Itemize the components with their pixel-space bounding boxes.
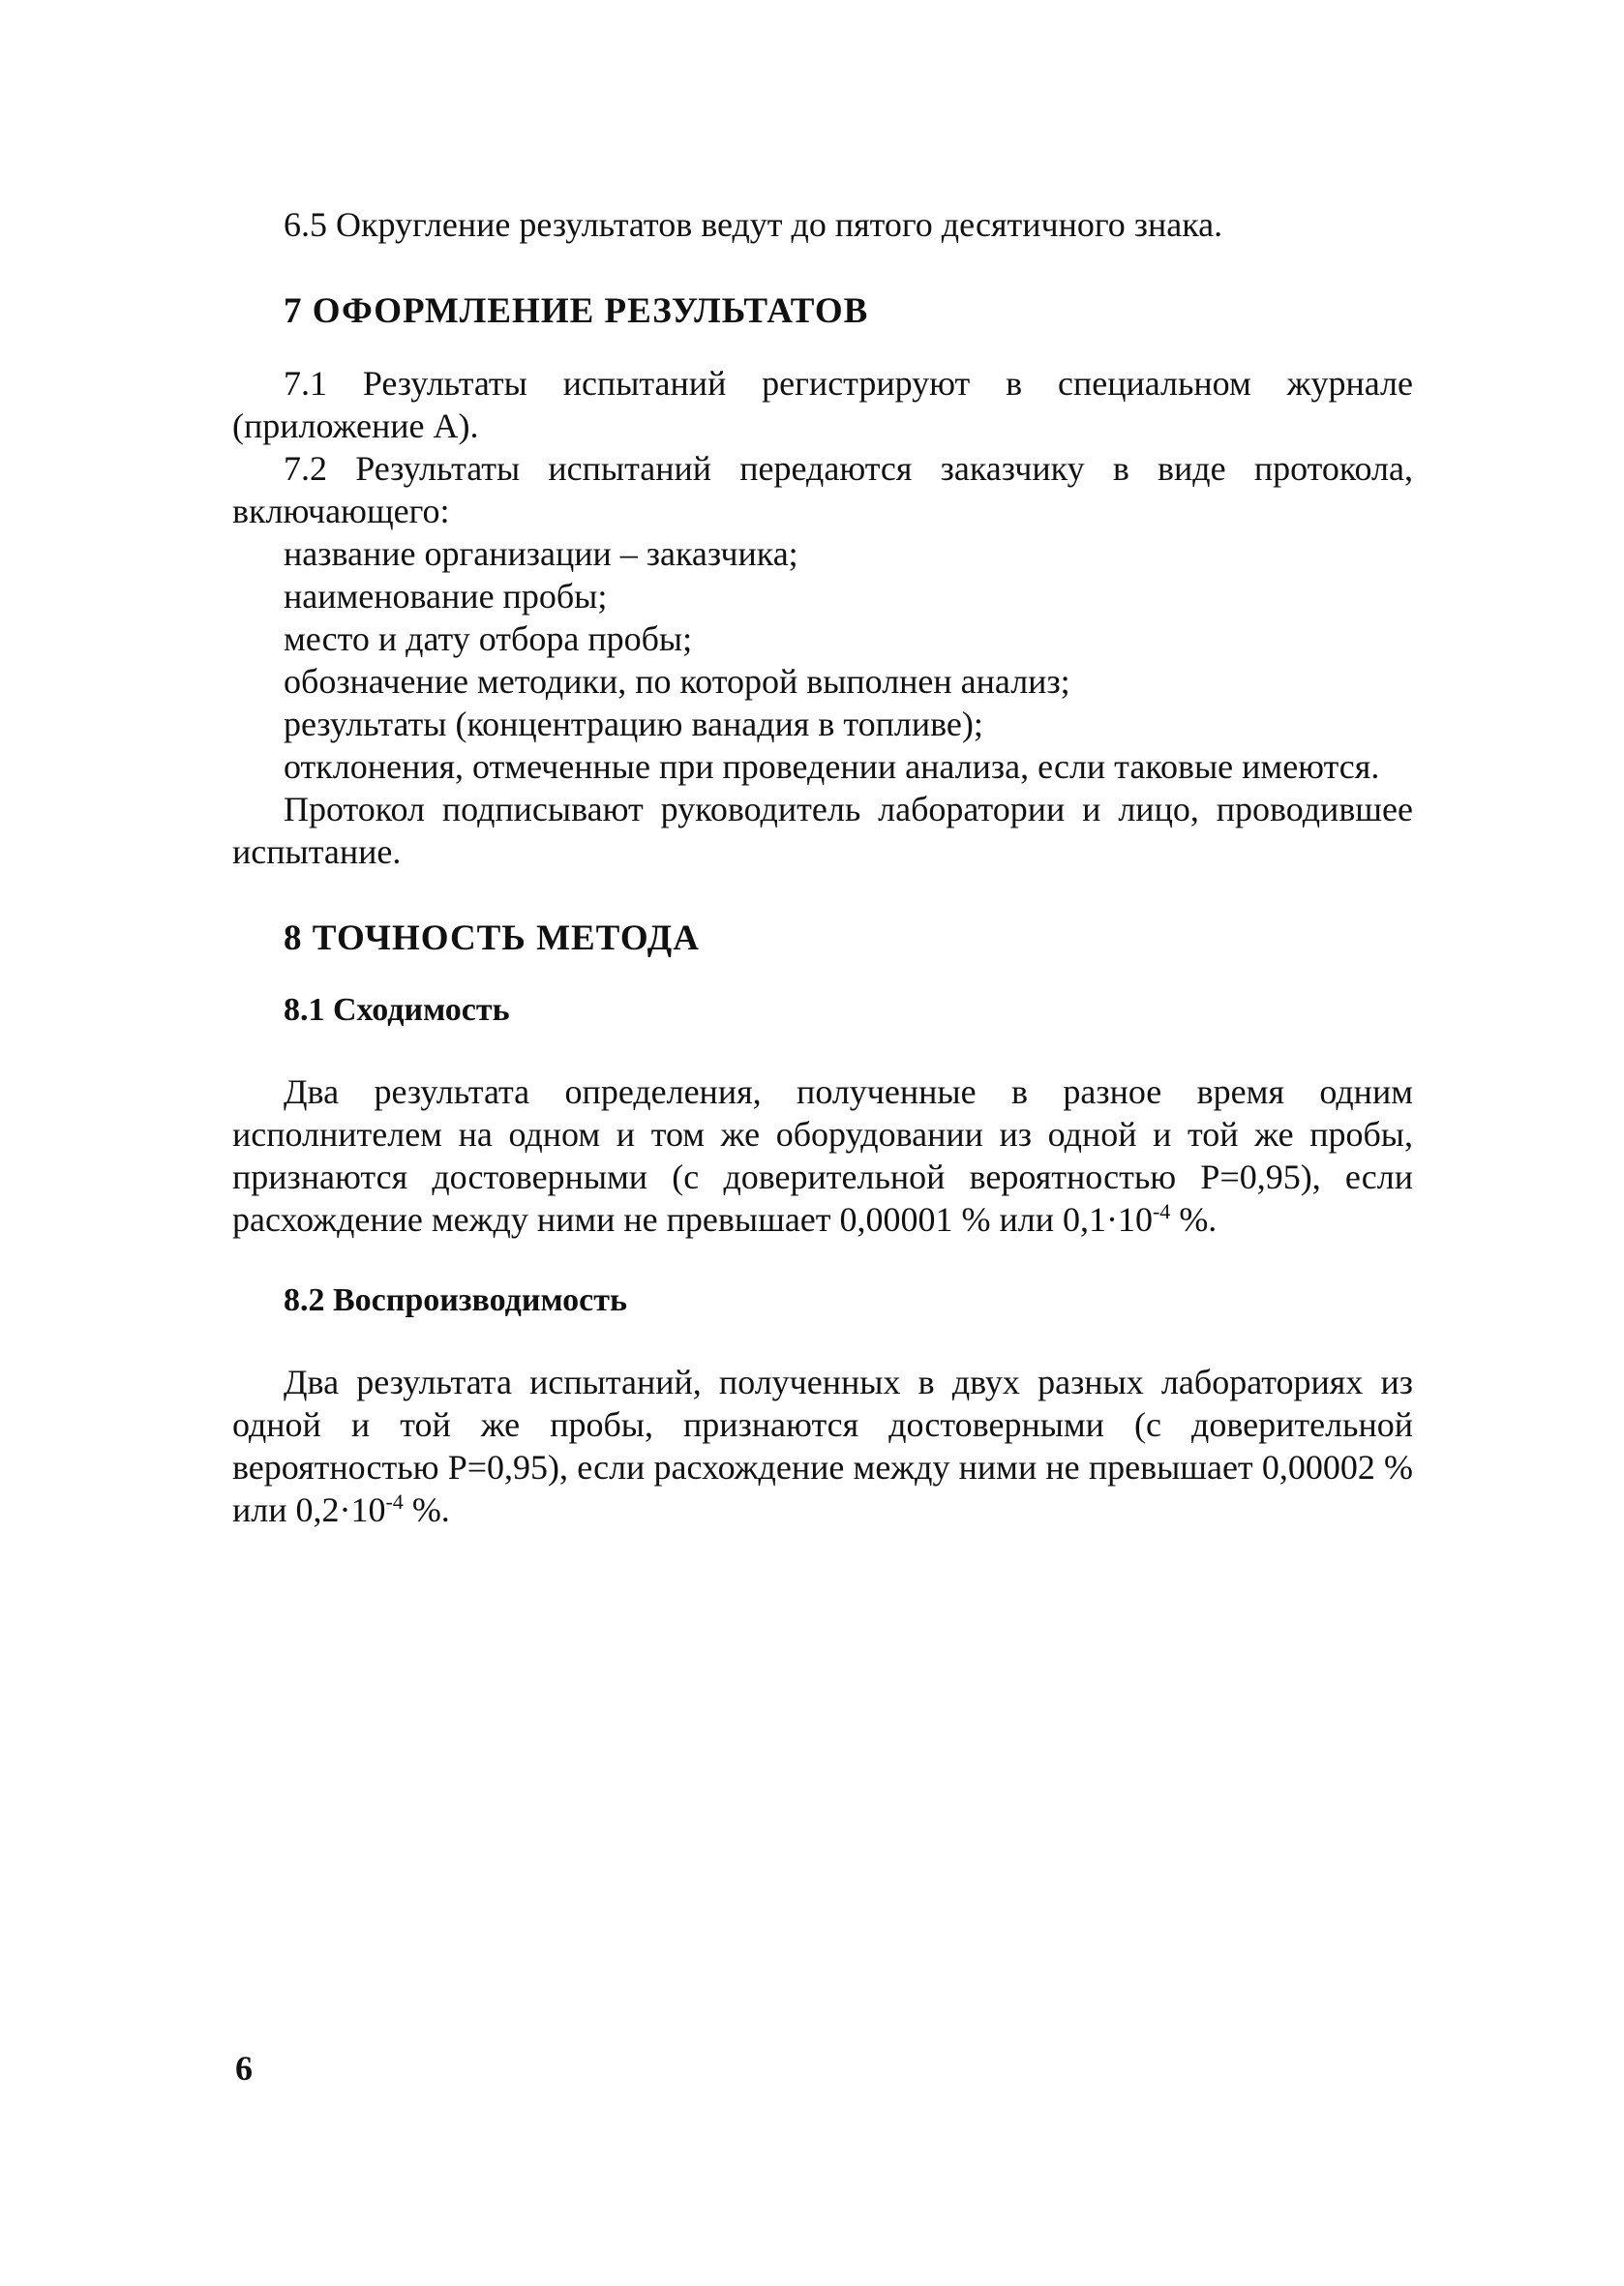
paragraph-8-1-text: Два результата определения, полученные в разное время одним исполнителем на одном и том же оборудовании из одной и той же пробы, признаются достоверными (с доверительной вероятностью Р=0,95), если расхождение между ними не превышает 0,00001 % или 0,1·10 [232,1072,1413,1239]
paragraph-8-1 [232,1070,1413,1241]
paragraph-8-2 [232,1361,1413,1531]
paragraph-protocol: Протокол подписывают руководитель лаборатории и лицо, проводившее испытание. [232,790,1413,871]
paragraph-8-1-tail: %. [1170,1200,1218,1239]
list-item-results: результаты (концентрацию ванадия в топливе); [284,705,983,743]
subsection-8-1-heading: 8.1 Сходимость [284,992,510,1028]
list-item-sample-name: наименование пробы; [284,577,608,616]
list-item-customer: название организации – заказчика; [284,534,798,573]
paragraph-7-2: 7.2 Результаты испытаний передаются заказчику в виде протокола, включающего: [232,449,1413,530]
paragraph-7-1: 7.1 Результаты испытаний регистрируют в специальном журнале (приложение А). [232,364,1413,445]
page-number: 6 [235,2049,253,2088]
list-item-sampling-place-date: место и дату отбора пробы; [284,619,693,658]
list-item-method: обозначение методики, по которой выполнен анализ; [284,662,1070,701]
exponent-8-2: -4 [385,1489,404,1514]
exponent-8-1: -4 [1152,1199,1171,1223]
list-item-deviations: отклонения, отмеченные при проведении анализа, если таковые имеются. [284,747,1380,786]
paragraph-6-5: 6.5 Округление результатов ведут до пятого десятичного знака. [284,205,1223,244]
section-8-heading: 8 ТОЧНОСТЬ МЕТОДА [284,918,700,958]
section-7-heading: 7 ОФОРМЛЕНИЕ РЕЗУЛЬТАТОВ [284,291,869,331]
paragraph-8-2-text: Два результата испытаний, полученных в двух разных лабораториях из одной и той же пробы, признаются достоверными (с доверительной вероятностью Р=0,95), если расхождение между ними не превышает 0,00002 % или 0,2·10 [232,1363,1413,1529]
page-content [232,203,1413,1531]
paragraph-8-2-tail: %. [403,1490,450,1529]
subsection-8-2-heading: 8.2 Воспроизводимость [284,1282,627,1318]
